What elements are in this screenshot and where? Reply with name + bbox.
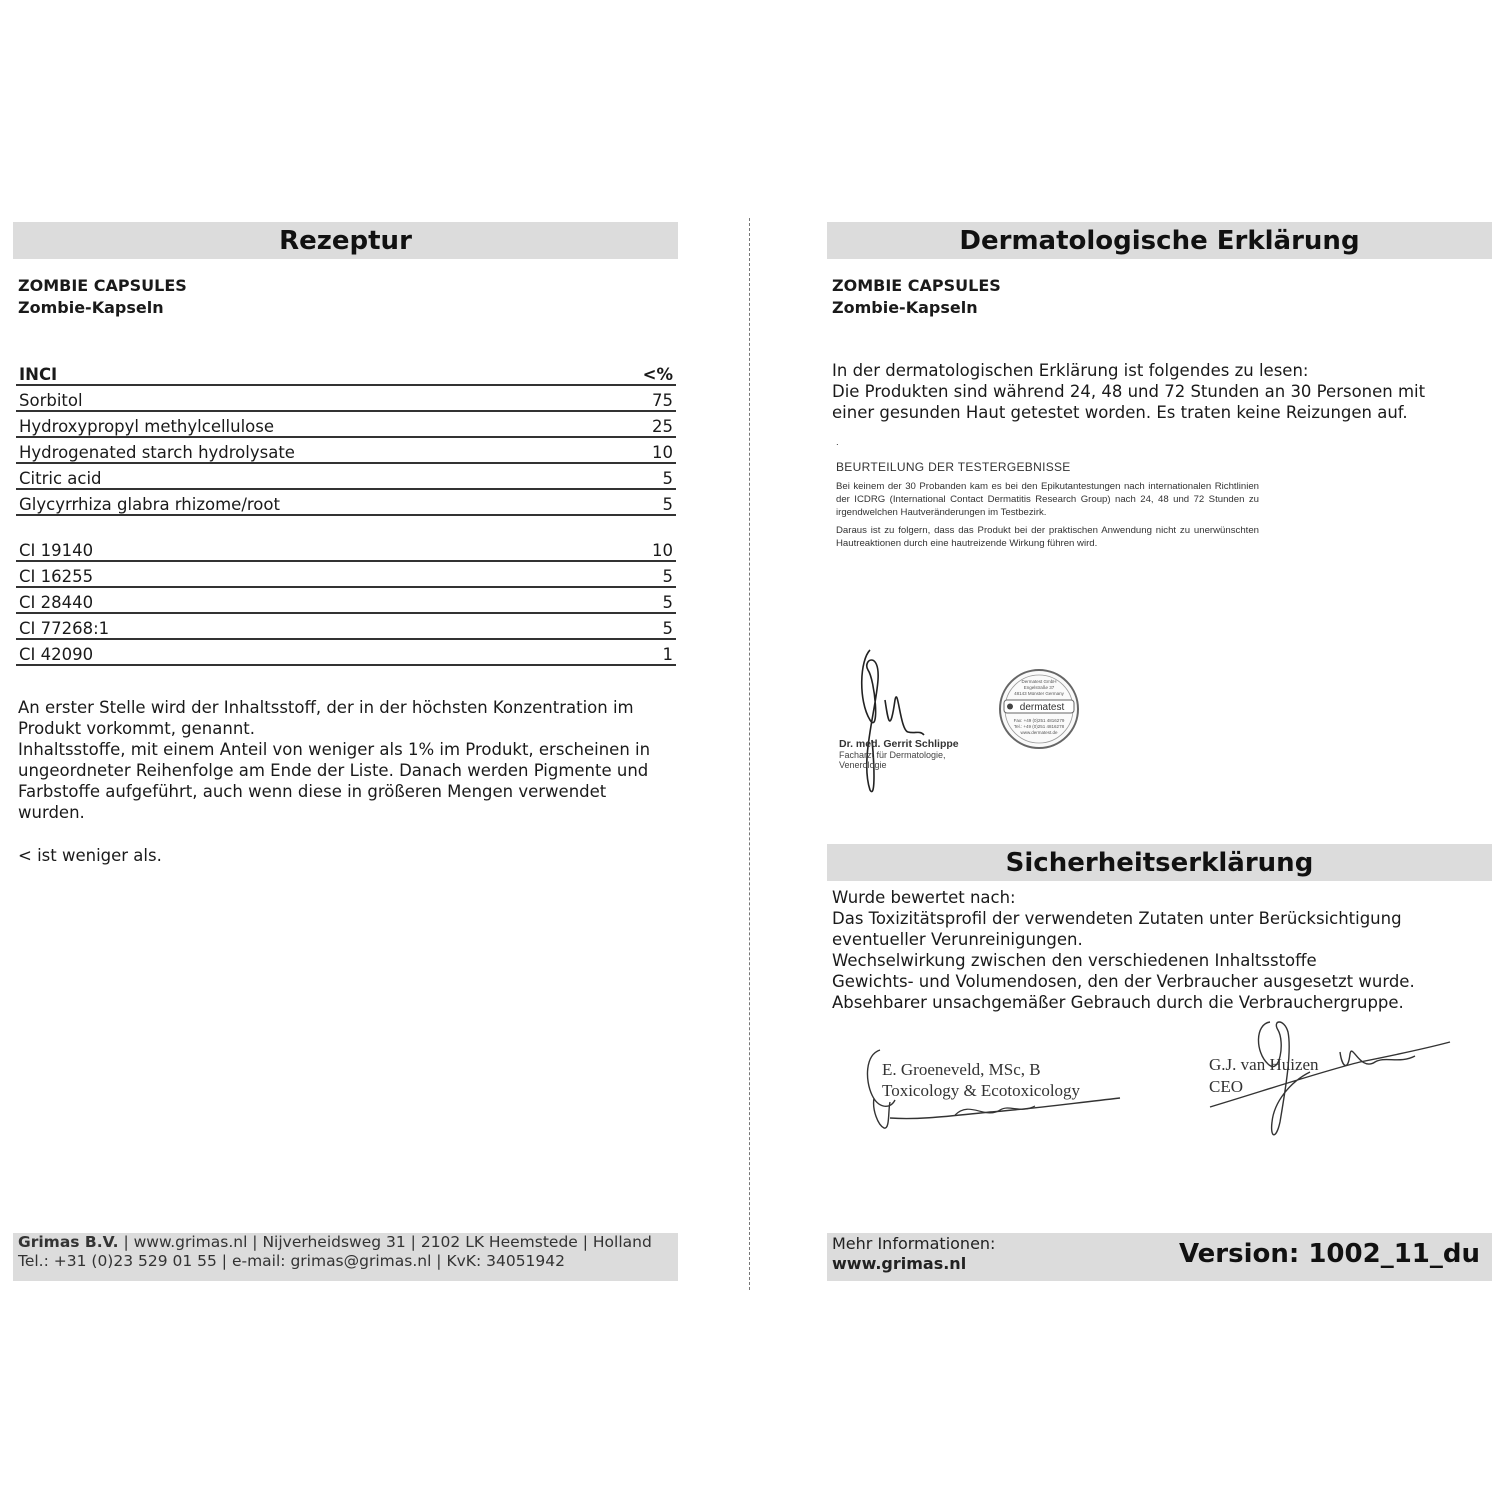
table-row (16, 587, 676, 613)
note-line: ungeordneter Reihenfolge am Ende der Liste. Danach werden Pigmente und (18, 761, 649, 780)
website-link[interactable]: www.grimas.nl (832, 1254, 967, 1273)
intro-line: einer gesunden Haut getestet worden. Es traten keine Reizungen auf. (832, 403, 1408, 422)
safety-line: Gewichts- und Volumendosen, den der Verbraucher ausgesetzt wurde. (832, 972, 1415, 991)
page-divider (749, 218, 750, 1290)
scan-paragraph-1: Bei keinem der 30 Probanden kam es bei den Epikutantestungen nach internationalen Richtlinien der ICDRG (International Contact Dermatitis Research Group) nach 24, 48 und 72 Stunden zu irgendwelchen Hautveränderungen im Testbezirk. (836, 481, 1259, 518)
company-address: | www.grimas.nl | Nijverheidsweg 31 | 2102 LK Heemstede | Holland (118, 1233, 652, 1251)
doctor-credentials (839, 738, 959, 770)
safety-line: Das Toxizitätsprofil der verwendeten Zutaten unter Berücksichtigung (832, 909, 1402, 928)
ingredient-percent: 5 (601, 613, 676, 639)
dermatest-stamp (998, 668, 1080, 750)
safety-header (827, 844, 1492, 881)
table-row (16, 536, 676, 561)
signer-1-role: Toxicology & Ecotoxicology (882, 1081, 1081, 1100)
stamp-address-2: 48143 Münster Germany (1014, 691, 1064, 696)
dermatology-intro (832, 360, 1482, 423)
ingredient-name: Glycyrrhiza glabra rhizome/root (16, 489, 601, 515)
ingredient-note (18, 697, 718, 823)
safety-line: Wurde bewertet nach: (832, 888, 1016, 907)
note-line: wurden. (18, 803, 85, 822)
dermatology-title: Dermatologische Erklärung (959, 225, 1360, 256)
signer-2-name: G.J. van Huizen (1209, 1055, 1319, 1074)
ingredient-name: CI 19140 (16, 536, 601, 561)
ingredient-percent: 5 (601, 587, 676, 613)
groeneveld-credentials (882, 1060, 1080, 1101)
table-row (16, 613, 676, 639)
doctor-name: Dr. med. Gerrit Schlippe (839, 738, 959, 750)
note-line: An erster Stelle wird der Inhaltsstoff, der in der höchsten Konzentration im (18, 698, 634, 717)
stamp-brand: dermatest (1019, 702, 1065, 713)
table-row (16, 411, 676, 437)
table-row (16, 385, 676, 411)
ingredient-percent: 5 (601, 489, 676, 515)
table-row (16, 489, 676, 515)
ingredient-percent: 25 (601, 411, 676, 437)
ingredient-name: Sorbitol (16, 385, 601, 411)
table-row (16, 463, 676, 489)
right-footer-info (832, 1234, 995, 1274)
rezeptur-header (13, 222, 678, 259)
table-header-row (16, 360, 676, 385)
product-name: ZOMBIE CAPSULES (832, 276, 1001, 295)
intro-line: In der dermatologischen Erklärung ist folgendes zu lesen: (832, 361, 1309, 380)
ingredient-name: Citric acid (16, 463, 601, 489)
ingredient-name: CI 77268:1 (16, 613, 601, 639)
scan-paragraph-2: Daraus ist zu folgern, dass das Produkt bei der praktischen Anwendung nicht zu unerwünschten Hautreaktionen durch eine hautreizende Wirkung führen wird. (836, 525, 1259, 549)
signer-2-role: CEO (1209, 1077, 1243, 1096)
ingredient-name: CI 28440 (16, 587, 601, 613)
stamp-web: www.dermatest.de (1020, 730, 1058, 735)
product-name: ZOMBIE CAPSULES (18, 276, 187, 295)
safety-line: Absehbarer unsachgemäßer Gebrauch durch die Verbrauchergruppe. (832, 993, 1404, 1012)
left-product-block (18, 275, 187, 319)
doctor-title-2: Venerologie (839, 760, 887, 770)
safety-text (832, 887, 1482, 1013)
intro-line: Die Produkten sind während 24, 48 und 72 Stunden an 30 Personen mit (832, 382, 1426, 401)
ingredient-percent: 10 (601, 536, 676, 561)
product-name-de: Zombie-Kapseln (832, 298, 978, 317)
ingredient-percent: 1 (601, 639, 676, 665)
right-product-block (832, 275, 1001, 319)
ingredient-percent: 5 (601, 561, 676, 587)
ingredient-percent: 75 (601, 385, 676, 411)
doctor-title-1: Facharzt für Dermatologie, (839, 750, 946, 760)
note-line: Inhaltsstoffe, mit einem Anteil von weniger als 1% im Produkt, erscheinen in (18, 740, 651, 759)
scan-title: BEURTEILUNG DER TESTERGEBNISSE (836, 460, 1071, 474)
company-name: Grimas B.V. (18, 1233, 119, 1251)
stamp-tel: Tel.: +49 (0)251 4816278 (1013, 724, 1065, 729)
more-info-label: Mehr Informationen: (832, 1234, 996, 1253)
ingredient-name: Hydroxypropyl methylcellulose (16, 411, 601, 437)
ingredient-percent: 5 (601, 463, 676, 489)
rezeptur-title: Rezeptur (279, 225, 412, 256)
version-label: Version: 1002_11_du (1178, 1239, 1480, 1269)
stamp-company: Dermatest GmbH (1021, 679, 1057, 684)
table-row (16, 639, 676, 665)
product-name-de: Zombie-Kapseln (18, 298, 164, 317)
doctor-signature (840, 640, 950, 800)
van-huizen-credentials (1209, 1055, 1319, 1097)
safety-title: Sicherheitserklärung (1005, 847, 1314, 878)
ingredient-percent: <% (601, 360, 676, 385)
scan-dot: . (836, 437, 839, 448)
legend-note: < ist weniger als. (18, 846, 162, 865)
ingredient-name: CI 42090 (16, 639, 601, 665)
safety-line: eventueller Verunreinigungen. (832, 930, 1083, 949)
test-result-scan (836, 436, 1266, 550)
inci-table (16, 360, 676, 666)
signer-1-name: E. Groeneveld, MSc, B (882, 1060, 1041, 1079)
company-contact: Tel.: +31 (0)23 529 01 55 | e-mail: grimas@grimas.nl | KvK: 34051942 (18, 1252, 566, 1270)
ingredient-name: CI 16255 (16, 561, 601, 587)
table-row (16, 561, 676, 587)
ingredient-percent: 10 (601, 437, 676, 463)
note-line: Produkt vorkommt, genannt. (18, 719, 256, 738)
dermatology-header (827, 222, 1492, 259)
stamp-address-1: Engelstraße 37 (1023, 685, 1055, 690)
table-spacer (16, 515, 676, 536)
ingredient-name: Hydrogenated starch hydrolysate (16, 437, 601, 463)
inci-table-wrap (16, 360, 676, 666)
ingredient-name: INCI (16, 360, 601, 385)
left-footer-text (18, 1233, 652, 1271)
note-line: Farbstoffe aufgeführt, auch wenn diese in größeren Mengen verwendet (18, 782, 607, 801)
safety-line: Wechselwirkung zwischen den verschiedenen Inhaltsstoffe (832, 951, 1317, 970)
table-row (16, 437, 676, 463)
stamp-fax: Fax: +49 (0)251 4816279 (1013, 718, 1065, 723)
